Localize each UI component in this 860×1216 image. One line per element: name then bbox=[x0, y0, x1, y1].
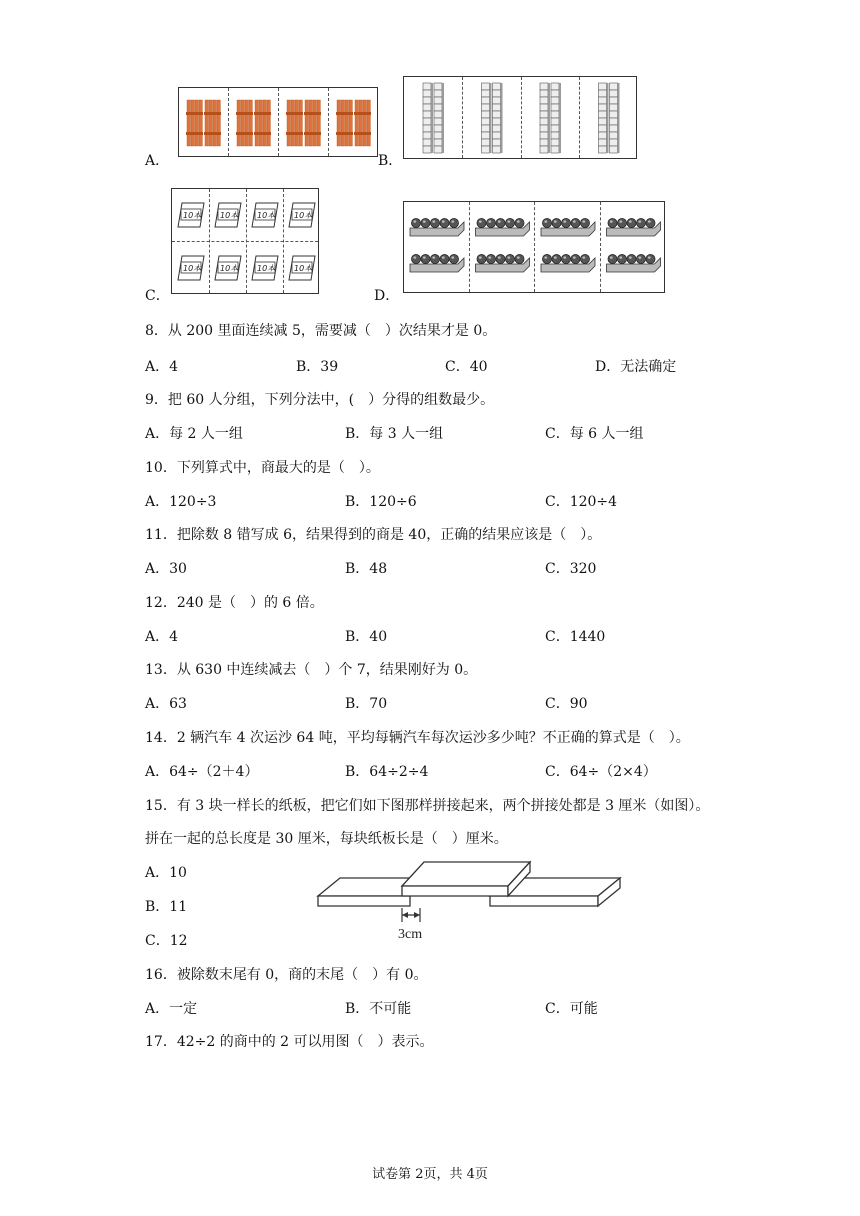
question-8-option-c[interactable]: C．40 bbox=[445, 359, 488, 375]
question-11-option-c[interactable]: C．320 bbox=[545, 561, 597, 577]
svg-text:10本: 10本 bbox=[294, 264, 313, 273]
question-9-option-b[interactable]: B．每 3 人一组 bbox=[345, 426, 444, 442]
question-14-option-b[interactable]: B．64÷2÷4 bbox=[345, 764, 429, 780]
egg-tray-icon bbox=[404, 202, 666, 294]
svg-text:10本: 10本 bbox=[257, 264, 276, 273]
book-icon bbox=[172, 189, 320, 295]
question-9-option-a[interactable]: A．每 2 人一组 bbox=[145, 426, 243, 442]
question-16-stem: 16．被除数末尾有 0，商的末尾（ ）有 0。 bbox=[145, 967, 428, 983]
svg-text:10本: 10本 bbox=[183, 211, 202, 220]
question-12-option-c[interactable]: C．1440 bbox=[545, 629, 606, 645]
question-16-option-b[interactable]: B．不可能 bbox=[345, 1001, 412, 1017]
svg-text:10本: 10本 bbox=[220, 264, 239, 273]
question-13-option-b[interactable]: B．70 bbox=[345, 696, 388, 712]
question-9-stem: 9．把 60 人分组，下列分法中，( ）分得的组数最少。 bbox=[145, 392, 495, 408]
question-14-option-a[interactable]: A．64÷（2＋4） bbox=[145, 764, 259, 780]
question-9-option-c[interactable]: C．每 6 人一组 bbox=[545, 426, 644, 442]
question-13-option-c[interactable]: C．90 bbox=[545, 696, 588, 712]
question-14-stem: 14．2 辆汽车 4 次运沙 64 吨，平均每辆汽车每次运沙多少吨？不正确的算式是（ ）。 bbox=[145, 730, 690, 746]
question-8-option-d[interactable]: D．无法确定 bbox=[595, 359, 677, 375]
option-c-label: C． bbox=[145, 288, 170, 304]
option-c-figure[interactable] bbox=[171, 188, 319, 294]
question-8-stem: 8．从 200 里面连续减 5，需要减（ ）次结果才是 0。 bbox=[145, 323, 497, 339]
option-a-figure[interactable] bbox=[178, 87, 378, 157]
question-11-stem: 11．把除数 8 错写成 6，结果得到的商是 40，正确的结果应该是（ ）。 bbox=[145, 527, 602, 543]
svg-text:10本: 10本 bbox=[257, 211, 276, 220]
question-10-option-b[interactable]: B．120÷6 bbox=[345, 494, 417, 510]
question-16-option-a[interactable]: A．一定 bbox=[145, 1001, 198, 1017]
question-15-option-a[interactable]: A．10 bbox=[145, 865, 187, 881]
question-13-stem: 13．从 630 中连续减去（ ）个 7，结果刚好为 0。 bbox=[145, 662, 478, 678]
svg-text:10本: 10本 bbox=[294, 211, 313, 220]
cardboard-joint-diagram bbox=[312, 856, 628, 946]
question-12-option-b[interactable]: B．40 bbox=[345, 629, 388, 645]
question-12-option-a[interactable]: A．4 bbox=[145, 629, 179, 645]
option-d-label: D． bbox=[374, 288, 400, 304]
bundle-of-sticks-icon bbox=[179, 88, 379, 158]
page-footer: 试卷第 2页，共 4页 bbox=[372, 1167, 488, 1182]
svg-text:10本: 10本 bbox=[220, 211, 239, 220]
joint-length-label: 3cm bbox=[398, 927, 423, 942]
option-b-figure[interactable] bbox=[403, 76, 637, 159]
question-17-stem: 17．42÷2 的商中的 2 可以用图（ ）表示。 bbox=[145, 1034, 434, 1050]
option-a-label: A． bbox=[145, 153, 170, 169]
question-13-option-a[interactable]: A．63 bbox=[145, 696, 187, 712]
question-15-stem-line2: 拼在一起的总长度是 30 厘米，每块纸板长是（ ）厘米。 bbox=[145, 831, 508, 847]
option-b-label: B． bbox=[378, 153, 403, 169]
question-12-stem: 12．240 是（ ）的 6 倍。 bbox=[145, 595, 324, 611]
question-15-option-b[interactable]: B．11 bbox=[145, 899, 188, 915]
question-15-stem-line1: 15．有 3 块一样长的纸板，把它们如下图那样拼接起来，两个拼接处都是 3 厘米（如图）。 bbox=[145, 798, 710, 814]
question-11-option-b[interactable]: B．48 bbox=[345, 561, 388, 577]
question-8-option-b[interactable]: B．39 bbox=[296, 359, 339, 375]
question-11-option-a[interactable]: A．30 bbox=[145, 561, 187, 577]
svg-text:10本: 10本 bbox=[183, 264, 202, 273]
question-10-option-c[interactable]: C．120÷4 bbox=[545, 494, 618, 510]
option-d-figure[interactable] bbox=[403, 201, 665, 293]
question-15-option-c[interactable]: C．12 bbox=[145, 933, 188, 949]
question-14-option-c[interactable]: C．64÷（2×4） bbox=[545, 764, 657, 780]
cube-column-icon bbox=[404, 77, 638, 160]
question-8-option-a[interactable]: A．4 bbox=[145, 359, 179, 375]
question-16-option-c[interactable]: C．可能 bbox=[545, 1001, 598, 1017]
question-10-option-a[interactable]: A．120÷3 bbox=[145, 494, 217, 510]
question-10-stem: 10．下列算式中，商最大的是（ ）。 bbox=[145, 460, 380, 476]
